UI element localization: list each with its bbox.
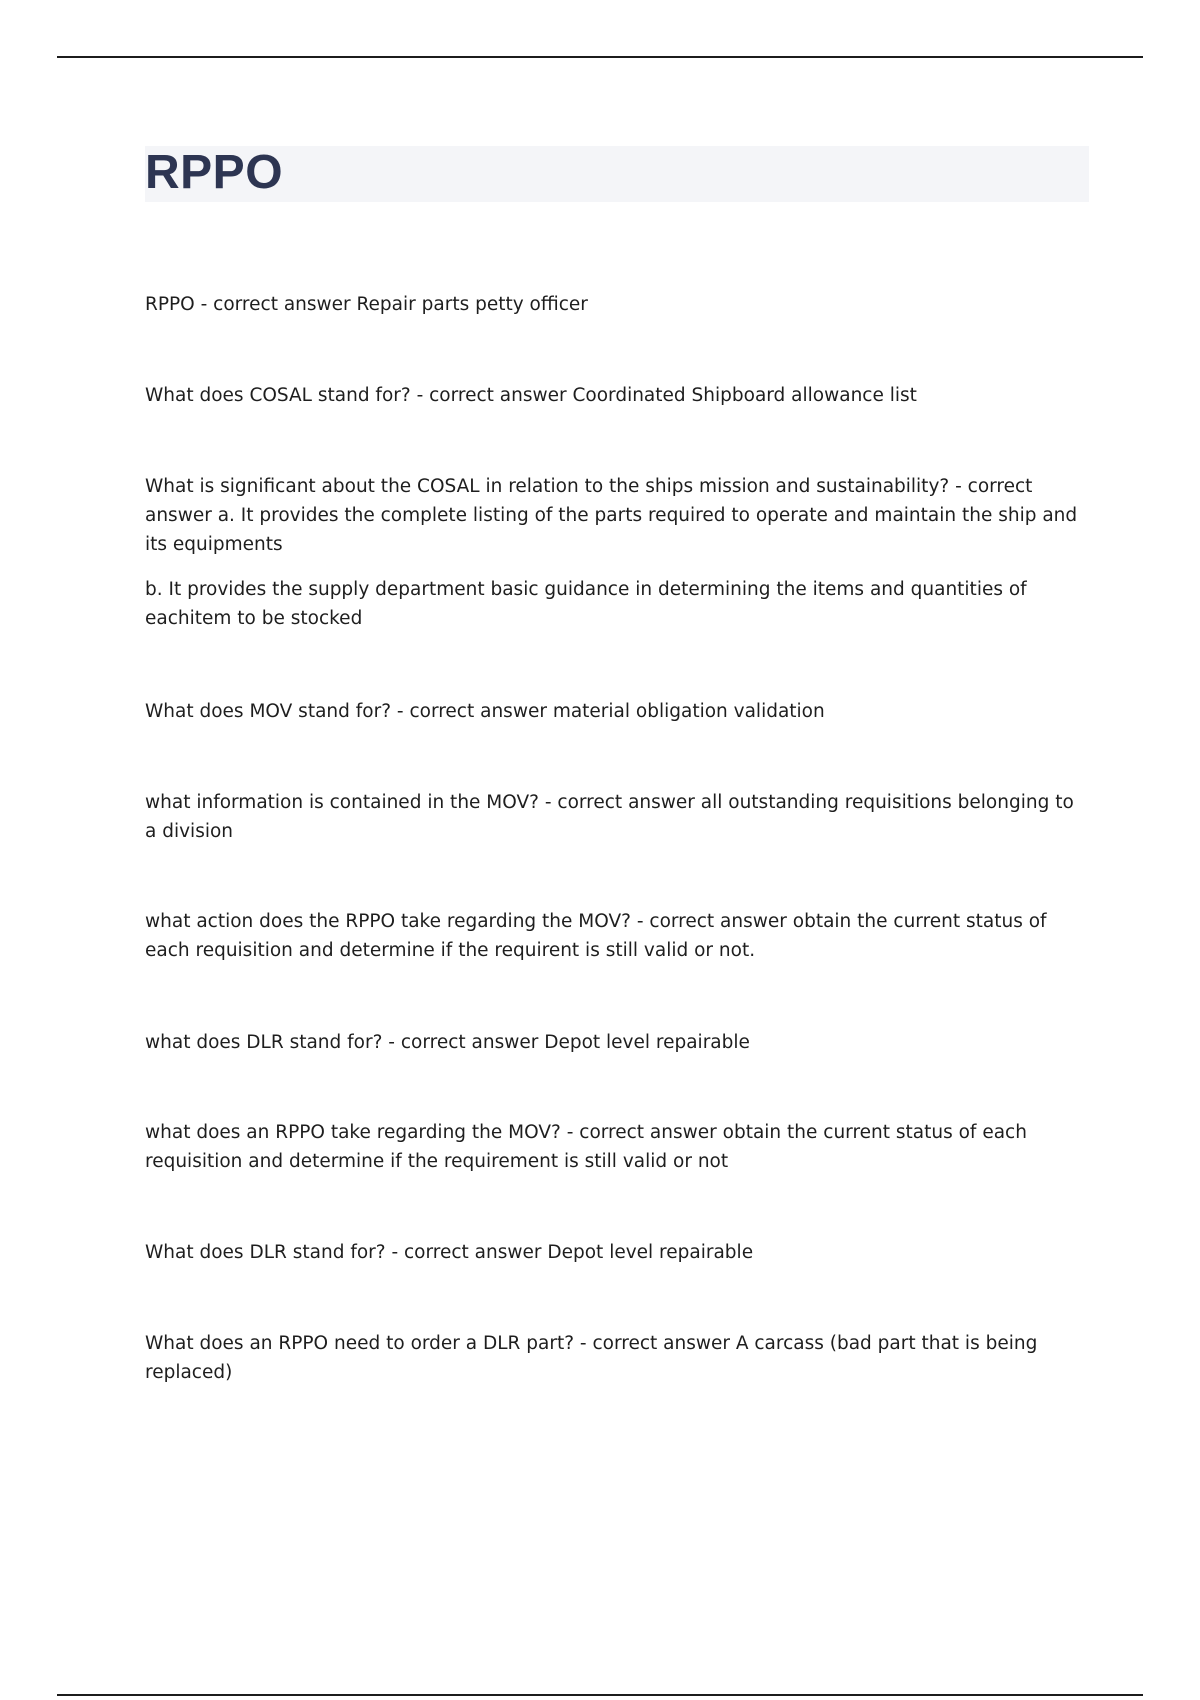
qa-item [145, 697, 1090, 726]
qa-text: RPPO - correct answer Repair parts petty officer [145, 294, 588, 315]
qa-item [145, 1238, 1090, 1267]
qa-text: What does MOV stand for? - correct answer material obligation validation [145, 701, 825, 722]
qa-text: What does DLR stand for? - correct answer Depot level repairable [145, 1242, 754, 1263]
qa-item [145, 1329, 1090, 1387]
title-band [145, 146, 1089, 202]
qa-text: What does an RPPO need to order a DLR part? - correct answer A carcass (bad part that is being replaced) [145, 1333, 1038, 1383]
qa-text: what does an RPPO take regarding the MOV? - correct answer obtain the current status of each requisition and determine if the requirement is still valid or not [145, 1122, 1027, 1172]
bottom-rule [57, 1694, 1143, 1696]
qa-text: what action does the RPPO take regarding the MOV? - correct answer obtain the current status of each requisition and determine if the requirent is still valid or not. [145, 911, 1047, 961]
top-rule [57, 56, 1143, 58]
page-title: RPPO [145, 146, 284, 199]
qa-item [145, 907, 1090, 965]
qa-item [145, 788, 1090, 846]
qa-item [145, 1118, 1090, 1176]
qa-text: What does COSAL stand for? - correct answer Coordinated Shipboard allowance list [145, 385, 917, 406]
qa-text: what information is contained in the MOV? - correct answer all outstanding requisitions belonging to a division [145, 792, 1074, 842]
qa-continuation: b. It provides the supply department basic guidance in determining the items and quantities of eachitem to be stocked [145, 579, 1027, 629]
qa-text: What is significant about the COSAL in relation to the ships mission and sustainability? - correct answer a. It provides the complete listing of the parts required to operate and maintain the ship and its equipments [145, 476, 1078, 555]
qa-item [145, 472, 1090, 633]
qa-item [145, 381, 1090, 410]
qa-text: what does DLR stand for? - correct answer Depot level repairable [145, 1032, 750, 1053]
qa-item [145, 1028, 1090, 1057]
qa-item [145, 290, 1090, 319]
